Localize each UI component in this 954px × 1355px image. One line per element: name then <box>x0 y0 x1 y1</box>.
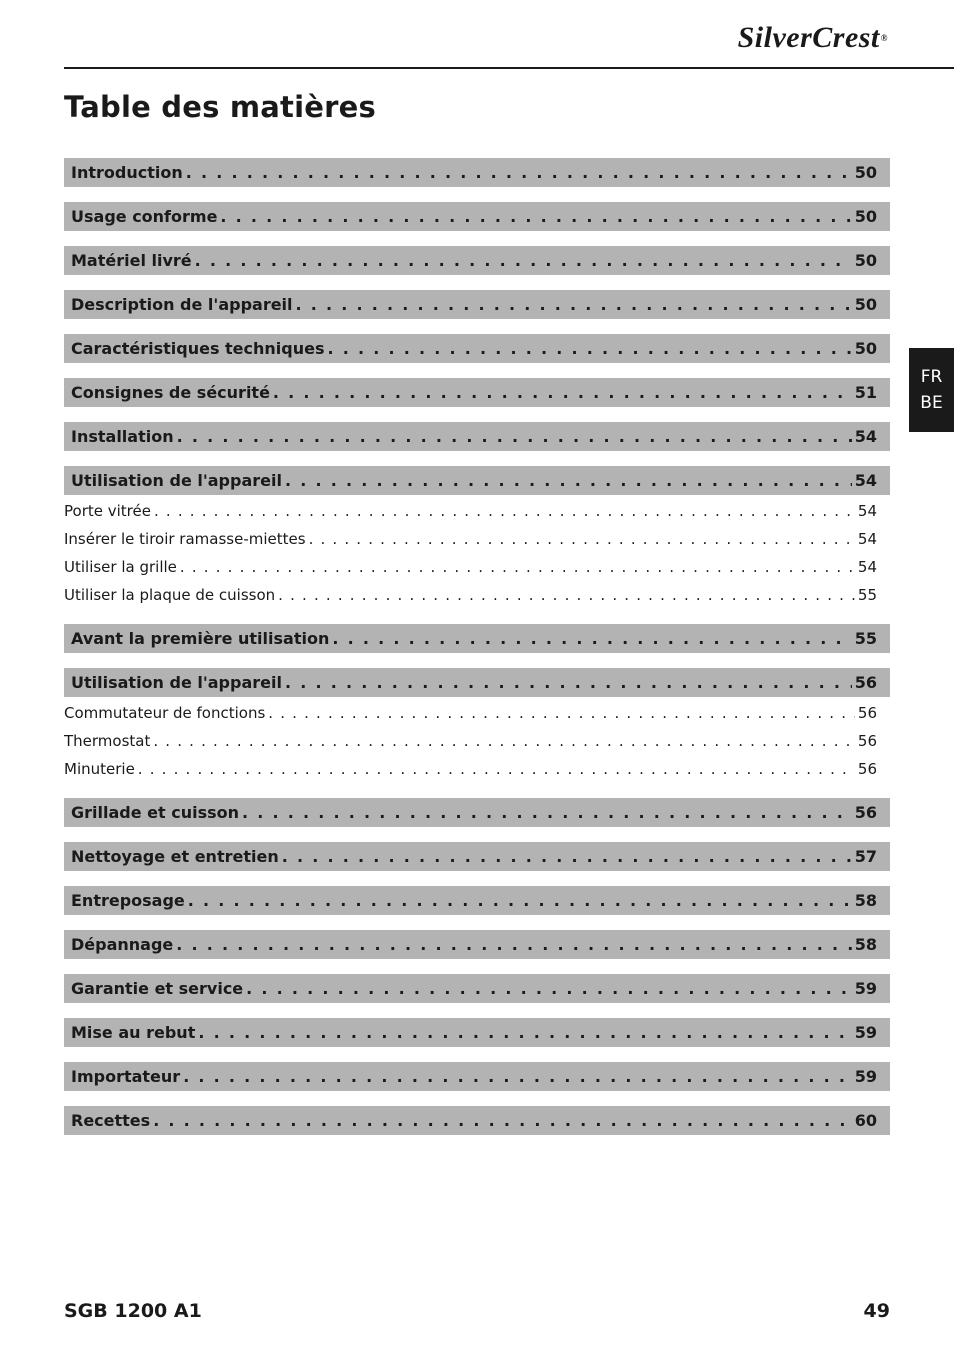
toc-section-title: Usage conforme <box>71 207 218 226</box>
toc-section[interactable] <box>64 246 890 275</box>
toc-section[interactable] <box>64 842 890 871</box>
toc-subsection-page: 54 <box>857 502 877 520</box>
dot-leader <box>154 497 855 525</box>
toc-section[interactable] <box>64 624 890 653</box>
toc-section-page: 50 <box>854 163 877 182</box>
dot-leader <box>285 466 852 495</box>
dot-leader <box>177 422 852 451</box>
toc-section-page: 60 <box>854 1111 877 1130</box>
dot-leader <box>296 290 852 319</box>
toc-section-page: 57 <box>854 847 877 866</box>
toc-section-title: Garantie et service <box>71 979 244 998</box>
toc-section[interactable] <box>64 1018 890 1047</box>
toc-section[interactable] <box>64 974 890 1003</box>
footer-model: SGB 1200 A1 <box>64 1300 202 1322</box>
toc-section[interactable] <box>64 202 890 231</box>
dot-leader <box>186 158 852 187</box>
toc-subsection-title: Thermostat <box>64 732 151 750</box>
dot-leader <box>188 886 852 915</box>
toc-section[interactable] <box>64 668 890 697</box>
header-rule <box>64 67 954 69</box>
toc-subsection-title: Utiliser la plaque de cuisson <box>64 586 276 604</box>
dot-leader <box>278 581 855 609</box>
toc-subsection-page: 54 <box>857 530 877 548</box>
toc-section[interactable] <box>64 158 890 187</box>
toc-subsection[interactable] <box>64 755 890 783</box>
dot-leader <box>273 378 852 407</box>
dot-leader <box>309 525 855 553</box>
toc-section-title: Introduction <box>71 163 183 182</box>
toc-subsection-title: Commutateur de fonctions <box>64 704 266 722</box>
toc-section-page: 50 <box>854 251 877 270</box>
dot-leader <box>180 553 855 581</box>
dot-leader <box>176 930 851 959</box>
toc-subsection[interactable] <box>64 581 890 609</box>
toc-section-title: Recettes <box>71 1111 151 1130</box>
toc-section[interactable] <box>64 290 890 319</box>
dot-leader <box>332 624 851 653</box>
toc-section[interactable] <box>64 886 890 915</box>
dot-leader <box>242 798 852 827</box>
toc-subsection-page: 56 <box>857 760 877 778</box>
dot-leader <box>198 1018 851 1047</box>
toc-section-title: Utilisation de l'appareil <box>71 471 282 490</box>
toc-section-page: 54 <box>854 427 877 446</box>
toc-section-page: 58 <box>854 891 877 910</box>
toc-section-title: Mise au rebut <box>71 1023 196 1042</box>
toc-section-title: Consignes de sécurité <box>71 383 270 402</box>
dot-leader <box>220 202 851 231</box>
toc-subsection-title: Utiliser la grille <box>64 558 177 576</box>
toc-section-page: 50 <box>854 207 877 226</box>
toc-section-page: 56 <box>854 673 877 692</box>
toc-section-page: 55 <box>854 629 877 648</box>
toc-section[interactable] <box>64 1062 890 1091</box>
toc-subsection-page: 55 <box>857 586 877 604</box>
table-of-contents <box>64 158 890 1135</box>
toc-section-page: 50 <box>854 339 877 358</box>
footer-page-number: 49 <box>863 1300 890 1322</box>
dot-leader <box>328 334 852 363</box>
dot-leader <box>153 727 855 755</box>
toc-section[interactable] <box>64 1106 890 1135</box>
brand-logo: SilverCrest® <box>737 21 888 54</box>
dot-leader <box>246 974 852 1003</box>
language-code-be: BE <box>920 393 943 413</box>
toc-section[interactable] <box>64 378 890 407</box>
dot-leader <box>195 246 852 275</box>
toc-section-title: Utilisation de l'appareil <box>71 673 282 692</box>
toc-subsection-title: Insérer le tiroir ramasse-miettes <box>64 530 306 548</box>
toc-section-title: Importateur <box>71 1067 181 1086</box>
toc-section[interactable] <box>64 466 890 495</box>
toc-section-page: 59 <box>854 1023 877 1042</box>
toc-subsection[interactable] <box>64 525 890 553</box>
toc-section[interactable] <box>64 798 890 827</box>
toc-subsection[interactable] <box>64 699 890 727</box>
dot-leader <box>138 755 855 783</box>
toc-subsection-page: 56 <box>857 704 877 722</box>
dot-leader <box>285 668 852 697</box>
toc-subsection[interactable] <box>64 553 890 581</box>
toc-section[interactable] <box>64 422 890 451</box>
toc-section-page: 54 <box>854 471 877 490</box>
toc-section-page: 59 <box>854 1067 877 1086</box>
toc-subsection[interactable] <box>64 497 890 525</box>
toc-section-page: 50 <box>854 295 877 314</box>
toc-section[interactable] <box>64 334 890 363</box>
toc-subsection-page: 54 <box>857 558 877 576</box>
toc-subsection-title: Minuterie <box>64 760 135 778</box>
dot-leader <box>282 842 852 871</box>
toc-section-page: 51 <box>854 383 877 402</box>
dot-leader <box>153 1106 852 1135</box>
toc-section-title: Description de l'appareil <box>71 295 293 314</box>
dot-leader <box>183 1062 852 1091</box>
toc-section-page: 56 <box>854 803 877 822</box>
toc-subsection[interactable] <box>64 727 890 755</box>
page-title: Table des matières <box>64 90 376 124</box>
toc-section-title: Grillade et cuisson <box>71 803 240 822</box>
toc-section-page: 58 <box>854 935 877 954</box>
toc-section-page: 59 <box>854 979 877 998</box>
dot-leader <box>268 699 855 727</box>
toc-section-title: Nettoyage et entretien <box>71 847 279 866</box>
toc-section-title: Matériel livré <box>71 251 192 270</box>
toc-subsection-page: 56 <box>857 732 877 750</box>
toc-section-title: Installation <box>71 427 174 446</box>
toc-section-title: Avant la première utilisation <box>71 629 330 648</box>
toc-section-title: Caractéristiques techniques <box>71 339 325 358</box>
toc-section[interactable] <box>64 930 890 959</box>
toc-subsection-title: Porte vitrée <box>64 502 151 520</box>
toc-section-title: Entreposage <box>71 891 185 910</box>
language-code-fr: FR <box>920 367 943 387</box>
language-tab <box>909 348 954 432</box>
toc-section-title: Dépannage <box>71 935 174 954</box>
